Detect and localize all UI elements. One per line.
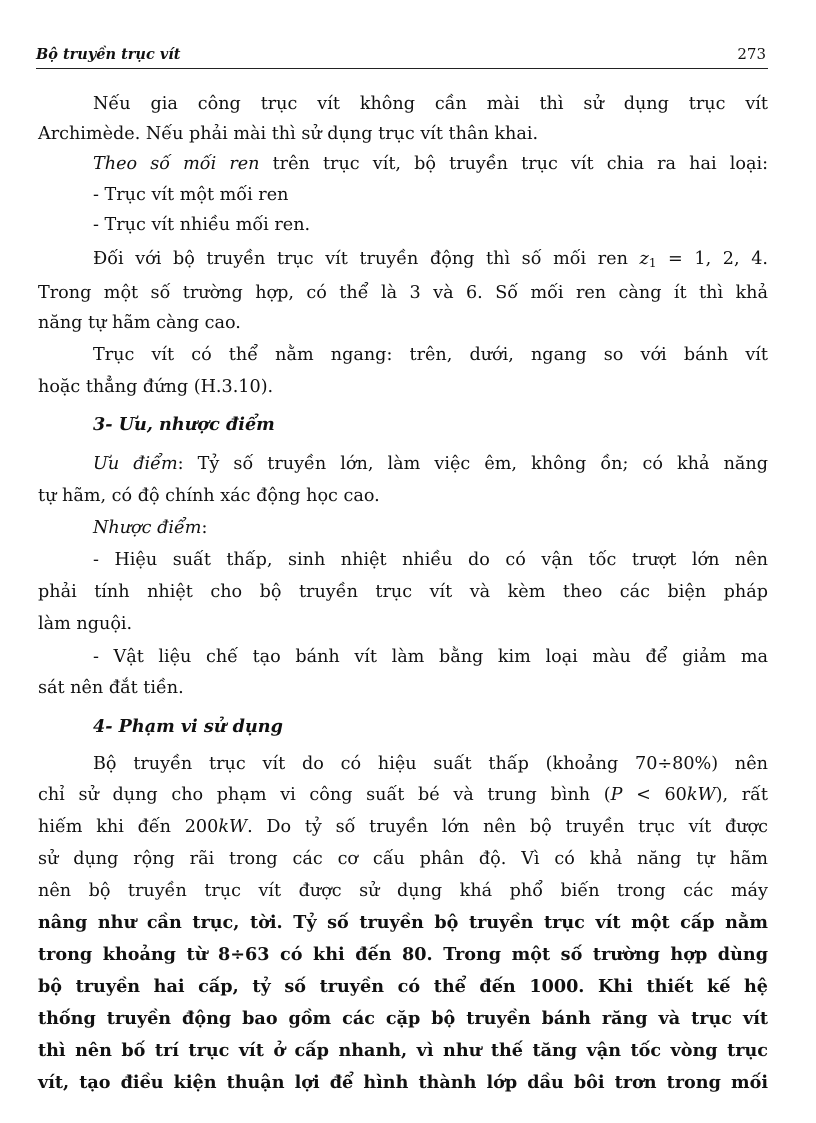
text-line: Trong một số trường hợp, có thể là 3 và 6. Số mối ren càng ít thì khả (38, 283, 768, 303)
text-line: hoặc thẳng đứng (H.3.10). (38, 377, 274, 397)
text-line: thì nên bố trí trục vít ở cấp nhanh, vì như thế tăng vận tốc vòng trục (38, 1040, 768, 1061)
text-line: Theo số mối ren trên trục vít, bộ truyền trục vít chia ra hai loại: (93, 154, 768, 174)
emphasis-term: Nhược điểm (93, 518, 202, 538)
section-heading: 3- Ưu, nhược điểm (93, 414, 275, 435)
text-line: Nếu gia công trục vít không cần mài thì sử dụng trục vít (93, 94, 768, 114)
text-line: bộ truyền hai cấp, tỷ số truyền có thể đến 1000. Khi thiết kế hệ (38, 976, 768, 997)
section-heading: 4- Phạm vi sử dụng (93, 716, 283, 737)
emphasis-term: Theo số mối ren (93, 154, 260, 174)
text-line: hiếm khi đến 200kW. Do tỷ số truyền lớn nên bộ truyền trục vít được (38, 817, 768, 837)
list-item: - Vật liệu chế tạo bánh vít làm bằng kim loại màu để giảm ma (93, 647, 768, 667)
text-line: năng tự hãm càng cao. (38, 313, 241, 333)
text-line: chỉ sử dụng cho phạm vi công suất bé và trung bình (P < 60kW), rất (38, 785, 768, 805)
text-line: Trục vít có thể nằm ngang: trên, dưới, ngang so với bánh vít (93, 345, 768, 365)
text-line: Bộ truyền trục vít do có hiệu suất thấp (khoảng 70÷80%) nên (93, 754, 768, 774)
text-line: trong khoảng từ 8÷63 có khi đến 80. Trong một số trường hợp dùng (38, 944, 768, 965)
text-line: Archimède. Nếu phải mài thì sử dụng trục vít thân khai. (38, 124, 539, 144)
text-line: tự hãm, có độ chính xác động học cao. (38, 486, 380, 506)
text-line: nên bộ truyền trục vít được sử dụng khá phổ biến trong các máy (38, 881, 768, 901)
text-line: Đối với bộ truyền trục vít truyền động thì số mối ren $z_1 = 1$, 2, 4. (93, 249, 768, 270)
page-number: 273 (737, 45, 766, 63)
text-line: nâng như cần trục, tời. Tỷ số truyền bộ truyền trục vít một cấp nằm (38, 912, 768, 933)
chapter-title: Bộ truyền trục vít (36, 46, 181, 63)
text-line: Nhược điểm: (93, 518, 208, 538)
text-line: thống truyền động bao gồm các cặp bộ truyền bánh răng và trục vít (38, 1008, 768, 1029)
text-line: sát nên đắt tiền. (38, 678, 184, 698)
text-line: phải tính nhiệt cho bộ truyền trục vít và kèm theo các biện pháp (38, 582, 768, 602)
list-item: - Trục vít nhiều mối ren. (93, 215, 311, 235)
text-line: vít, tạo điều kiện thuận lợi để hình thành lớp dầu bôi trơn trong mối (38, 1072, 768, 1093)
text-line: làm nguội. (38, 614, 133, 634)
list-item: - Trục vít một mối ren (93, 185, 289, 205)
running-header (36, 40, 768, 69)
text-line: sử dụng rộng rãi trong các cơ cấu phân độ. Vì có khả năng tự hãm (38, 849, 768, 869)
text-line: Ưu điểm: Tỷ số truyền lớn, làm việc êm, không ồn; có khả năng (93, 454, 768, 474)
emphasis-term: Ưu điểm (93, 454, 178, 474)
list-item: - Hiệu suất thấp, sinh nhiệt nhiều do có vận tốc trượt lớn nên (93, 550, 768, 570)
